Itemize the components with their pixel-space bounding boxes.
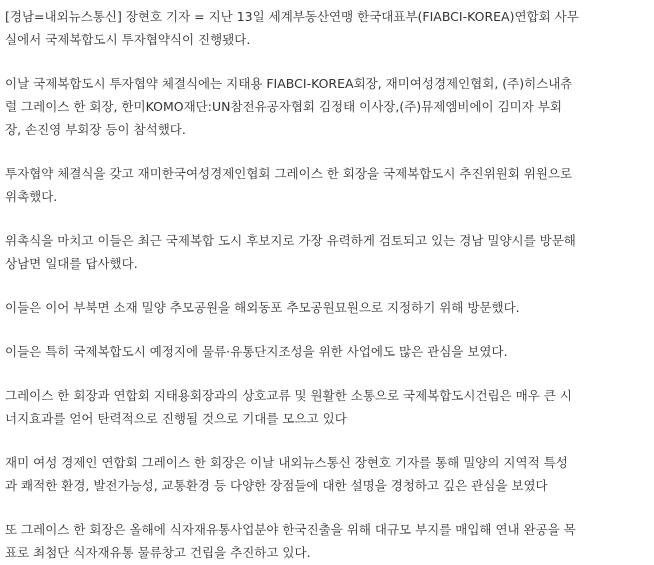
article-line: 이들은 이어 부북면 소재 밀양 추모공원을 해외동포 추모공원묘원으로 지정하기 위해 방문했다. <box>5 300 520 315</box>
article-line: 과 쾌적한 환경, 발전가능성, 교통환경 등 다양한 장점들에 대한 설명을 경청하고 깊은 관심을 보였다 <box>5 478 548 493</box>
article-paragraph-5 <box>5 296 648 319</box>
article-line: 투자협약 체결식을 갖고 재미한국여성경제인협회 그레이스 한 회장을 국제복합도시 추진위원회 위원으로 <box>5 166 573 181</box>
article-line: 표로 최첨단 식자재유통 물류창고 건립을 추진하고 있다. <box>5 545 311 560</box>
article-line: 실에서 국제복합도시 투자협약식이 진행됐다. <box>5 32 251 47</box>
article-line: [경남=내외뉴스통신] 장현호 기자 = 지난 13일 세계부동산연맹 한국대표부(FIABCI-KOREA)연합회 사무 <box>5 9 579 24</box>
article-line: 너지효과를 얻어 탄력적으로 진행될 것으로 기대를 모으고 있다 <box>5 411 347 426</box>
article-line: 상남면 일대를 답사했다. <box>5 256 138 271</box>
article-paragraph-7 <box>5 384 648 430</box>
article-paragraph-8 <box>5 451 648 497</box>
article-line: 럴 그레이스 한 회장, 한미KOMO재단:UN참전유공자협회 김정태 이사장,(주)뮤제엠비에이 김미자 부회 <box>5 99 562 114</box>
article-line: 이날 국제복합도시 투자협약 체결식에는 지태용 FIABCI-KOREA회장, 재미여성경제인협회, (주)히스내츄 <box>5 76 573 91</box>
article-line: 장, 손진영 부회장 등이 참석했다. <box>5 122 186 137</box>
article-paragraph-6 <box>5 340 648 363</box>
article-line: 재미 여성 경제인 연합회 그레이스 한 회장은 이날 내외뉴스통신 장현호 기자를 통해 밀양의 지역적 특성 <box>5 455 568 470</box>
article-line: 위촉했다. <box>5 189 58 204</box>
article-paragraph-3 <box>5 162 648 208</box>
article-paragraph-1 <box>5 5 648 51</box>
article-line: 위촉식을 마치고 이들은 최근 국제복합 도시 후보지로 가장 유력하게 검토되고 있는 경남 밀양시를 방문해 <box>5 233 576 248</box>
article-line: 또 그레이스 한 회장은 올해에 식자재유통사업분야 한국진출을 위해 대규모 부지를 매입해 연내 완공을 목 <box>5 522 576 537</box>
article-paragraph-2 <box>5 72 648 141</box>
article-paragraph-4 <box>5 229 648 275</box>
article-line: 그레이스 한 회장과 연합회 지태용회장과의 상호교류 및 원활한 소통으로 국제복합도시건립은 매우 큰 시 <box>5 388 572 403</box>
article-paragraph-9 <box>5 518 648 564</box>
article-line: 이들은 특히 국제복합도시 예정지에 물류·유통단지조성을 위한 사업에도 많은 관심을 보였다. <box>5 344 508 359</box>
